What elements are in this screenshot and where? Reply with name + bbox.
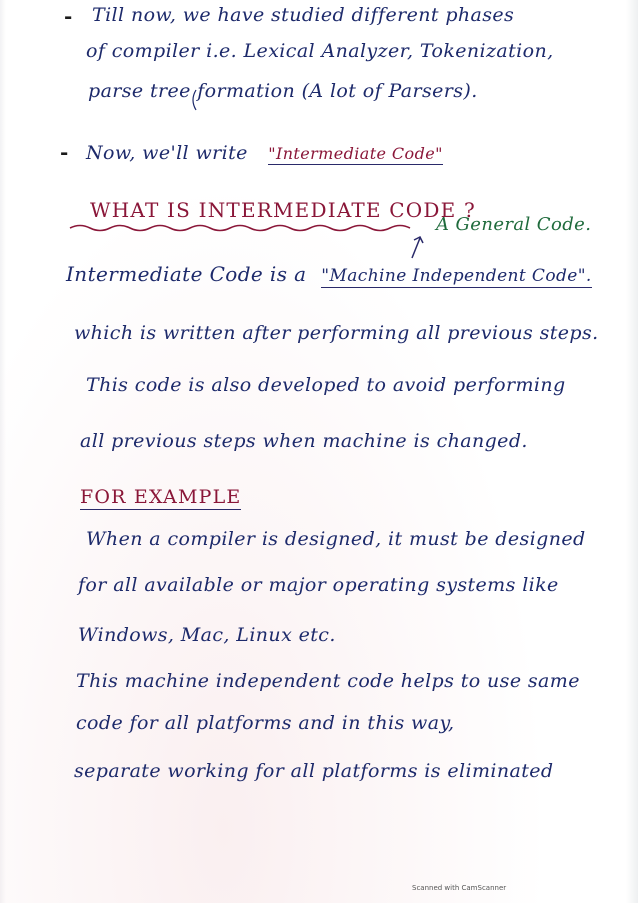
- definition-line-4: all previous steps when machine is changed.: [80, 430, 528, 452]
- bullet-intro: -: [64, 4, 73, 28]
- machine-independent-highlight: "Machine Independent Code".: [321, 266, 592, 286]
- example-line-6: separate working for all platforms is eliminated: [74, 760, 554, 782]
- definition-start: Intermediate Code is a: [66, 262, 307, 286]
- intro-line-1: Till now, we have studied different phases: [92, 4, 515, 26]
- definition-line-3: This code is also developed to avoid performing: [86, 374, 566, 396]
- intro-line-2: of compiler i.e. Lexical Analyzer, Tokenization,: [86, 40, 554, 62]
- next-lead: Now, we'll write: [86, 142, 248, 164]
- bullet-next: -: [60, 140, 69, 164]
- wavy-underline: [70, 226, 410, 231]
- example-heading: FOR EXAMPLE: [80, 486, 242, 508]
- next-line: [86, 142, 443, 164]
- general-code-annotation: A General Code.: [436, 214, 592, 235]
- example-line-2: for all available or major operating systems like: [78, 574, 559, 596]
- example-line-1: When a compiler is designed, it must be designed: [86, 528, 586, 550]
- scanner-footer: Scanned with CamScanner: [412, 884, 507, 892]
- example-line-5: code for all platforms and in this way,: [76, 712, 455, 734]
- intermediate-code-highlight: "Intermediate Code": [268, 144, 443, 163]
- example-line-4: This machine independent code helps to use same: [76, 670, 580, 692]
- example-line-3: Windows, Mac, Linux etc.: [78, 624, 336, 646]
- arrow-up-icon: [412, 237, 423, 258]
- definition-line-1: [66, 262, 592, 286]
- question-heading: WHAT IS INTERMEDIATE CODE ?: [90, 198, 476, 222]
- intro-line-3: parse tree formation (A lot of Parsers).: [88, 80, 478, 102]
- definition-line-2: which is written after performing all previous steps.: [74, 322, 599, 344]
